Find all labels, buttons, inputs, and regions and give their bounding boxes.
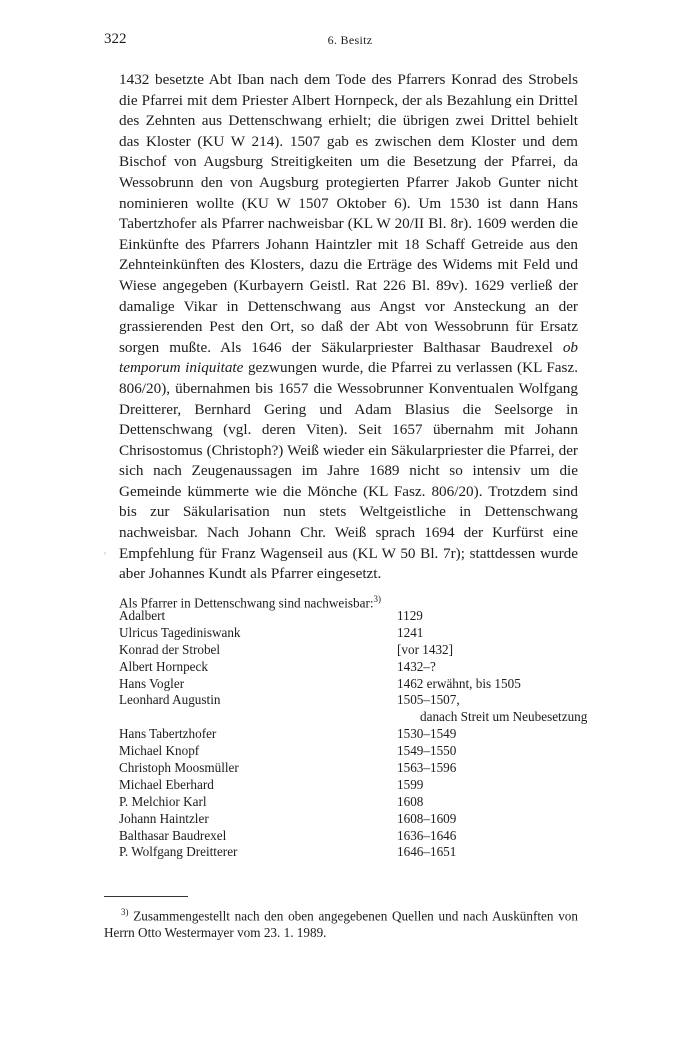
pastor-name: P. Melchior Karl (119, 793, 207, 809)
pastor-list-intro-text: Als Pfarrer in Dettenschwang sind nachweisbar: (119, 595, 374, 611)
pastor-period: 1241 (397, 624, 424, 640)
footnote (104, 904, 578, 941)
pastor-name: Hans Vogler (119, 675, 185, 691)
pastor-row (119, 692, 639, 709)
pastor-period: 1129 (397, 608, 423, 623)
pastor-list (119, 608, 639, 861)
pastor-period: 1608–1609 (397, 810, 457, 826)
footnote-reference: 3) (373, 594, 382, 604)
pastor-name: Michael Eberhard (119, 776, 214, 792)
pastor-row (119, 726, 639, 743)
pastor-name: Albert Hornpeck (119, 658, 208, 674)
pastor-name: Adalbert (119, 608, 166, 623)
page-number: 322 (104, 31, 127, 47)
pastor-name: Christoph Moosmüller (119, 760, 239, 776)
pastor-name: Konrad der Strobel (119, 641, 221, 657)
pastor-name: P. Wolfgang Dreitterer (119, 844, 238, 860)
pastor-name: Balthasar Baudrexel (119, 827, 227, 843)
pastor-name: Johann Haintzler (119, 810, 209, 826)
body-paragraph (119, 70, 578, 585)
pastor-row (119, 828, 639, 845)
pastor-period: [vor 1432] (397, 641, 454, 657)
pastor-row (119, 608, 639, 625)
pastor-period: 1505–1507, (397, 692, 460, 708)
latin-phrase: ob temporum iniquitate (119, 338, 578, 377)
pastor-period: 1646–1651 (397, 844, 457, 860)
body-text-part2: gezwungen wurde, die Pfarrei zu verlassen (KL Fasz. 806/20), übernahmen bis 1657 die Wessobrunner Konventualen Wolfgang Dreitterer, Bernhard Gering und Adam Blasius die Seelsorge in Dettenschwang (vgl. deren Viten). Seit 1657 übernahm mit Johann Chrisostomus (Christoph?) Weiß wieder ein Säkularpriester die Pfarrei, der sich nach Zeugenaussagen im Jahre 1689 nicht so intensiv um die Gemeinde kümmerte wie die Mönche (KL Fasz. 806/20). Trotzdem sind bis zur Säkularisation nun stets Weltgeistliche in Dettenschwang nachweisbar. Nach Johann Chr. Weiß sprach 1694 der Kurfürst eine Empfehlung für Franz Wagenseil aus (KL W 50 Bl. 7r); stattdessen wurde aber Johannes Kundt als Pfarrer eingesetzt. (119, 359, 578, 583)
running-head: 6. Besitz (327, 33, 373, 47)
pastor-row (119, 659, 639, 676)
pastor-name: Leonhard Augustin (119, 692, 221, 708)
pastor-row (119, 777, 639, 794)
pastor-row (119, 794, 639, 811)
pastor-period: 1599 (397, 776, 424, 792)
pastor-period: danach Streit um Neubesetzung (420, 709, 588, 725)
body-text-part1: 1432 besetzte Abt Iban nach dem Tode des Pfarrers Konrad des Strobels die Pfarrei mit dem Priester Albert Hornpeck, der als Bezahlung ein Drittel des Zehnten aus Dettenschwang erhielt; die übrigen zwei Drittel behielt das Kloster (KU W 214). 1507 gab es zwischen dem Kloster und dem Bischof von Augsburg Streitigkeiten um die Besetzung der Pfarrei, da Wessobrunn den von Augsburg protegierten Pfarrer Jakob Gunter nicht nominieren wollte (KU W 1507 Oktober 6). Um 1530 ist dann Hans Tabertzhofer als Pfarrer nachweisbar (KL W 20/II Bl. 8r). 1609 werden die Einkünfte des Pfarrers Johann Haintzler mit 18 Schaff Getreide aus den Zehnteinkünften des Klosters, dazu die Erträge des Widems mit Feld und Wiese angegeben (Kurbayern Geistl. Rat 226 Bl. 89v). 1629 verließ der damalige Vikar in Dettenschwang aus Angst vor Ansteckung an der grassierenden Pest den Ort, so daß der Abt von Wessobrunn für Ersatz sorgen mußte. Als 1646 der Säkularpriester Balthasar Baudrexel (119, 71, 578, 356)
footnote-text: Zusammengestellt nach den oben angegebenen Quellen und nach Auskünften von Herrn Otto Westermayer vom 23. 1. 1989. (104, 908, 578, 941)
pastor-period: 1432–? (397, 658, 436, 674)
pastor-row (119, 625, 639, 642)
pastor-row (119, 642, 639, 659)
pastor-period: 1636–1646 (397, 827, 457, 843)
pastor-name (119, 709, 397, 726)
pastor-period: 1563–1596 (397, 760, 457, 776)
pastor-row (119, 760, 639, 777)
pastor-row (119, 743, 639, 760)
pastor-name: Ulricus Tagediniswank (119, 624, 241, 640)
pastor-name: Michael Knopf (119, 743, 200, 759)
pastor-name: Hans Tabertzhofer (119, 726, 217, 742)
pastor-period: 1608 (397, 793, 424, 809)
footnote-divider (104, 896, 188, 897)
pastor-row (119, 811, 639, 828)
pastor-row (119, 676, 639, 693)
pastor-period: 1530–1549 (397, 726, 457, 742)
footnote-marker: 3) (121, 907, 129, 917)
pastor-row (119, 844, 639, 861)
scan-artifact: ˢ (104, 549, 106, 559)
pastor-period: 1462 erwähnt, bis 1505 (397, 675, 521, 691)
pastor-period: 1549–1550 (397, 743, 457, 759)
pastor-row-continuation (119, 709, 639, 726)
